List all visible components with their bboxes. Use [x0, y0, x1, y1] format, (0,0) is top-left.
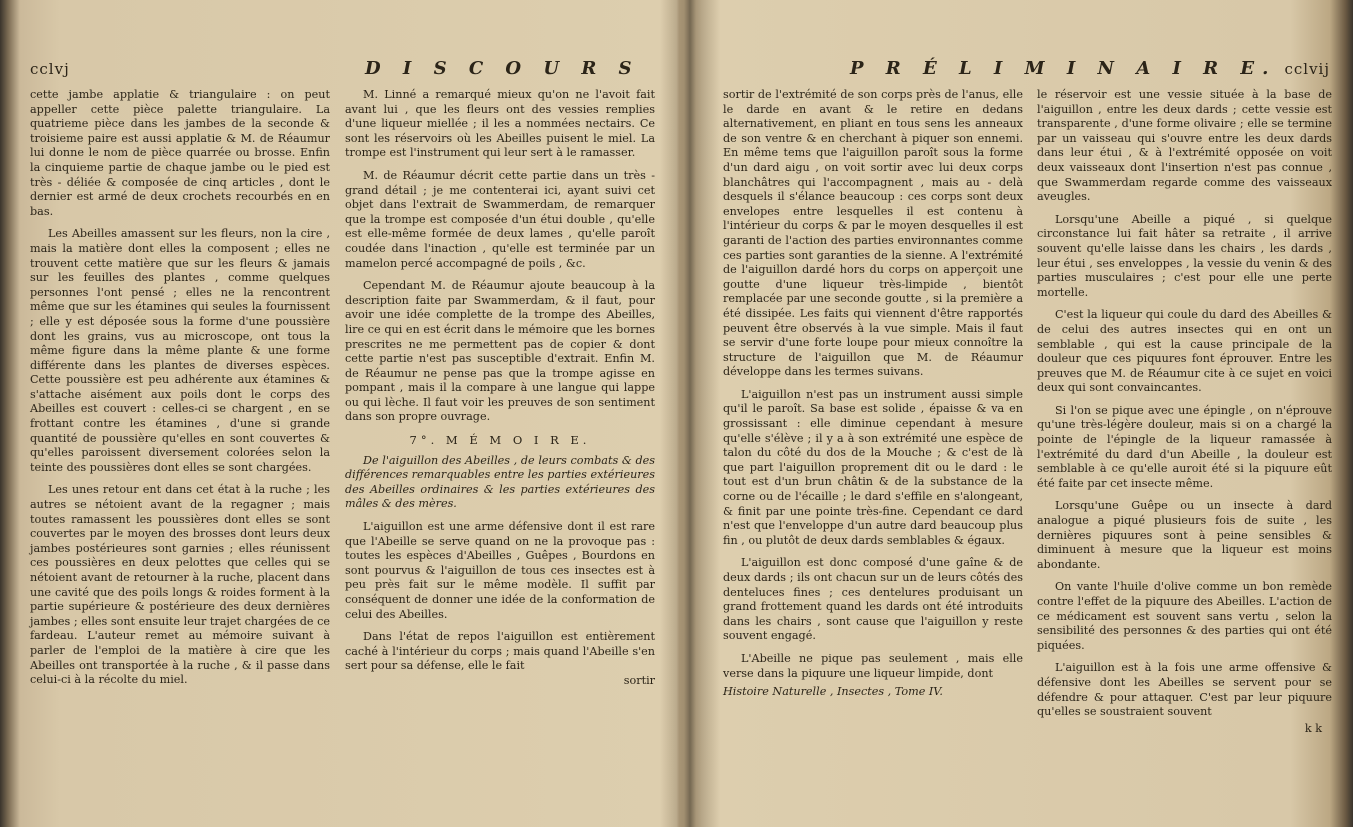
right-column-1: [723, 88, 1023, 700]
paragraph: L'aiguillon n'est pas un instrument aussi simple qu'il le paroît. Sa base est solide , épaisse & va en grossissant : elle diminue cependant à mesure qu'elle s'élève ; il y a à son extrémité une espèce de talon du côté du dos de la Mouche ; & c'est de là que part l'aiguillon proprement dit ou le dard : le tout est d'un brun châtin & de la substance de la corne ou de l'écaille ; le dard s'effile en s'alongeant, & finit par une pointe très-fine. Cependant ce dard n'est que l'enveloppe d'un autre dard beaucoup plus fin , ou plutôt de deux dards semblables & égaux.: [723, 387, 1023, 547]
paragraph: Si l'on se pique avec une épingle , on n'éprouve qu'une très-légère douleur, mais si on a chargé la pointe de l'épingle de la liqueur ramassée à l'extrémité du dard d'un Abeille , la douleur est semblable à ce qu'elle auroit été si la piquure eût été faite par cet insecte même.: [1037, 403, 1332, 490]
volume-footer: Histoire Naturelle , Insectes , Tome IV.: [723, 685, 943, 699]
paragraph: sortir de l'extrémité de son corps près de l'anus, elle le darde en avant & le retire en dedans alternativement, en pliant en tous sens les anneaux de son ventre & en cherchant à piquer son ennemi. En même tems que l'aiguillon paroît sous la forme d'un dard aigu , on voit sortir avec lui deux corps blanchâtres qui l'accompagnent , mais au - delà desquels il s'élance beaucoup : ces corps sont deux envelopes entre lesquelles il est contenu à l'intérieur du corps & par le moyen desquelles il est garanti de l'action des parties environnantes comme ces parties sont garanties de la sienne. A l'extrémité de l'aiguillon dardé hors du corps on apperçoit une goutte d'une liqueur très-limpide , bientôt remplacée par une seconde goutte , si la première a été dissipée. Les faits qui viennent d'être rapportés peuvent être observés à la vue simple. Mais il faut se servir d'une forte loupe pour mieux connoître la structure de l'aiguillon que M. de Réaumur développe dans les termes suivans.: [723, 88, 1023, 379]
paragraph: Lorsqu'une Guêpe ou un insecte à dard analogue a piqué plusieurs fois de suite , les dernières piquures sont à peine sensibles & diminuent à mesure que la liqueur est moins abondante.: [1037, 499, 1332, 571]
memoir-subtitle: De l'aiguillon des Abeilles , de leurs combats & des différences remarquables entre les parties extérieures des Abeilles ordinaires & les parties extérieures des mâles & des mères.: [345, 453, 655, 511]
catchword: sortir: [623, 673, 655, 687]
paragraph: C'est la liqueur qui coule du dard des Abeilles & de celui des autres insectes qui en ont un semblable , qui est la cause principale de la douleur que ces piquures font éprouver. Entre les preuves que M. de Réaumur cite à ce sujet en voici deux qui sont convaincantes.: [1037, 308, 1332, 395]
right-page: [715, 0, 1340, 827]
left-page: [20, 0, 670, 827]
right-running-title: P R É L I M I N A I R E.: [850, 58, 1277, 79]
paragraph: L'aiguillon est une arme défensive dont il est rare que l'Abeille se serve quand on ne la provoque pas : toutes les espèces d'Abeilles , Guêpes , Bourdons en sont pourvus & l'aiguillon de tous ces insectes est à peu près fait sur le même modèle. Il suffit par conséquent de donner une idée de la conformation de celui des Abeilles.: [345, 520, 655, 621]
left-column-1: [30, 88, 330, 696]
paragraph: L'aiguillon est à la fois une arme offensive & défensive dont les Abeilles se servent pour se défendre & pour attaquer. C'est par leur piquure qu'elles se soustraient souvent: [1037, 661, 1332, 719]
left-column-2: [345, 88, 655, 689]
paragraph: M. de Réaumur décrit cette partie dans un très - grand détail ; je me contenterai ici, ayant suivi cet objet dans l'extrait de Swammerdam, de remarquer que la trompe est composée d'un étui double , qu'elle est elle-même formée de deux lames , qu'elle paroît coudée dans l'inaction , qu'elle est terminée par un mamelon percé accompagné de poils , &c.: [345, 168, 655, 270]
memoir-heading: 7°. M É M O I R E.: [409, 433, 591, 448]
paragraph: Cependant M. de Réaumur ajoute beaucoup à la description faite par Swammerdam, & il faut, pour avoir une idée complette de la trompe des Abeilles, lire ce qui en est écrit dans le mémoire que les bornes prescrites ne me permettent pas de copier & dont cette partie n'est pas susceptible d'extrait. Enfin M. de Réaumur ne pense pas que la trompe agisse en pompant , mais il la compare à une langue qui lappe ou qui lèche. Il faut voir les preuves de son sentiment dans son propre ouvrage.: [345, 279, 655, 424]
paragraph: L'Abeille ne pique pas seulement , mais elle verse dans la piquure une liqueur limpide, dont: [723, 651, 1023, 680]
paragraph: On vante l'huile d'olive comme un bon remède contre l'effet de la piquure des Abeilles. L'action de ce médicament est souvent sans vertu , selon la sensibilité des personnes & des parties qui ont été piquées.: [1037, 580, 1332, 652]
right-column-2: [1037, 88, 1332, 736]
signature-mark: k k: [1304, 721, 1322, 735]
paragraph: Lorsqu'une Abeille a piqué , si quelque circonstance lui fait hâter sa retraite , il arrive souvent qu'elle laisse dans les chairs , les dards , leur étui , ses enveloppes , la vessie du venin & des parties musculaires ; c'est pour elle une perte mortelle.: [1037, 212, 1332, 299]
paragraph: le réservoir est une vessie située à la base de l'aiguillon , entre les deux dards ; cette vessie est transparente , d'une forme olivaire ; elle se termine par un vaisseau qui s'ouvre entre les deux dards dans leur étui , & à l'extrémité opposée on voit deux vaisseaux dont l'insertion n'est pas connue , que Swammerdam regarde comme des vaisseaux aveugles.: [1037, 88, 1332, 204]
paragraph: M. Linné a remarqué mieux qu'on ne l'avoit fait avant lui , que les fleurs ont des vessies remplies d'une liqueur miellée ; il les a nommées nectairs. Ce sont les réservoirs où les Abeilles puisent le miel. La trompe est l'instrument qui leur sert à le ramasser.: [345, 88, 655, 160]
paragraph: Les unes retour ent dans cet état à la ruche ; les autres se nétoient avant de la regagner ; mais toutes ramassent les poussières dont elles se sont couvertes par le moyen des brosses dont leurs deux jambes postérieures sont garnies ; elles réunissent ces poussières en deux pelottes que celles qui se nétoient avant de retourner à la ruche, placent dans une cavité que des poils longs & roides forment à la partie supérieure & postérieure des deux dernières jambes ; elles sont ensuite leur trajet chargées de ce fardeau. L'auteur remet au mémoire suivant à parler de l'emploi de la matière à cire que les Abeilles ont transportée à la ruche , & il passe dans celui-ci à la récolte du miel.: [30, 483, 330, 687]
right-running-head: [715, 60, 1340, 84]
paragraph: Les Abeilles amassent sur les fleurs, non la cire , mais la matière dont elles la composent ; elles ne trouvent cette matière que sur les fleurs & jamais sur les feuilles des plantes , comme quelques personnes l'ont pensé ; elles ne la rencontrent même que sur les étamines qui seules la fournissent ; elle y est déposée sous la forme d'une poussière dont les grains, vus au microscope, ont tous la même figure dans la même plante & une forme différente dans les plantes de diverses espèces. Cette poussière est peu adhérente aux étamines & s'attache aisément aux poils dont le corps des Abeilles est couvert : celles-ci se chargent , en se frottant contre les étamines , d'une si grande quantité de poussière qu'elles en sont couvertes & qu'elles paroissent diversement colorées selon la teinte des poussières dont elles se sont chargées.: [30, 227, 330, 474]
left-running-head: [20, 60, 670, 84]
left-page-number: cclvj: [30, 60, 70, 78]
left-running-title: D I S C O U R S: [365, 58, 640, 79]
paragraph: Dans l'état de repos l'aiguillon est entièrement caché à l'intérieur du corps ; mais quand l'Abeille s'en sert pour sa défense, elle le fait: [345, 630, 655, 673]
right-page-number: cclvij: [1284, 60, 1330, 78]
paragraph: L'aiguillon est donc composé d'une gaîne & de deux dards ; ils ont chacun sur un de leurs côtés des denteluces fines ; ces dentelures produisant un grand frottement quand les dards ont été introduits dans les chairs , sont cause que l'aiguillon y reste souvent engagé.: [723, 556, 1023, 643]
paragraph: cette jambe applatie & triangulaire : on peut appeller cette pièce palette triangulaire. La quatrieme pièce dans les jambes de la seconde & troisieme paire est aussi applatie & M. de Réaumur lui donne le nom de pièce quarrée ou brosse. Enfin la cinquieme partie de chaque jambe ou le pied est très - déliée & composée de cinq articles , dont le dernier est armé de deux crochets recourbés en en bas.: [30, 88, 330, 218]
